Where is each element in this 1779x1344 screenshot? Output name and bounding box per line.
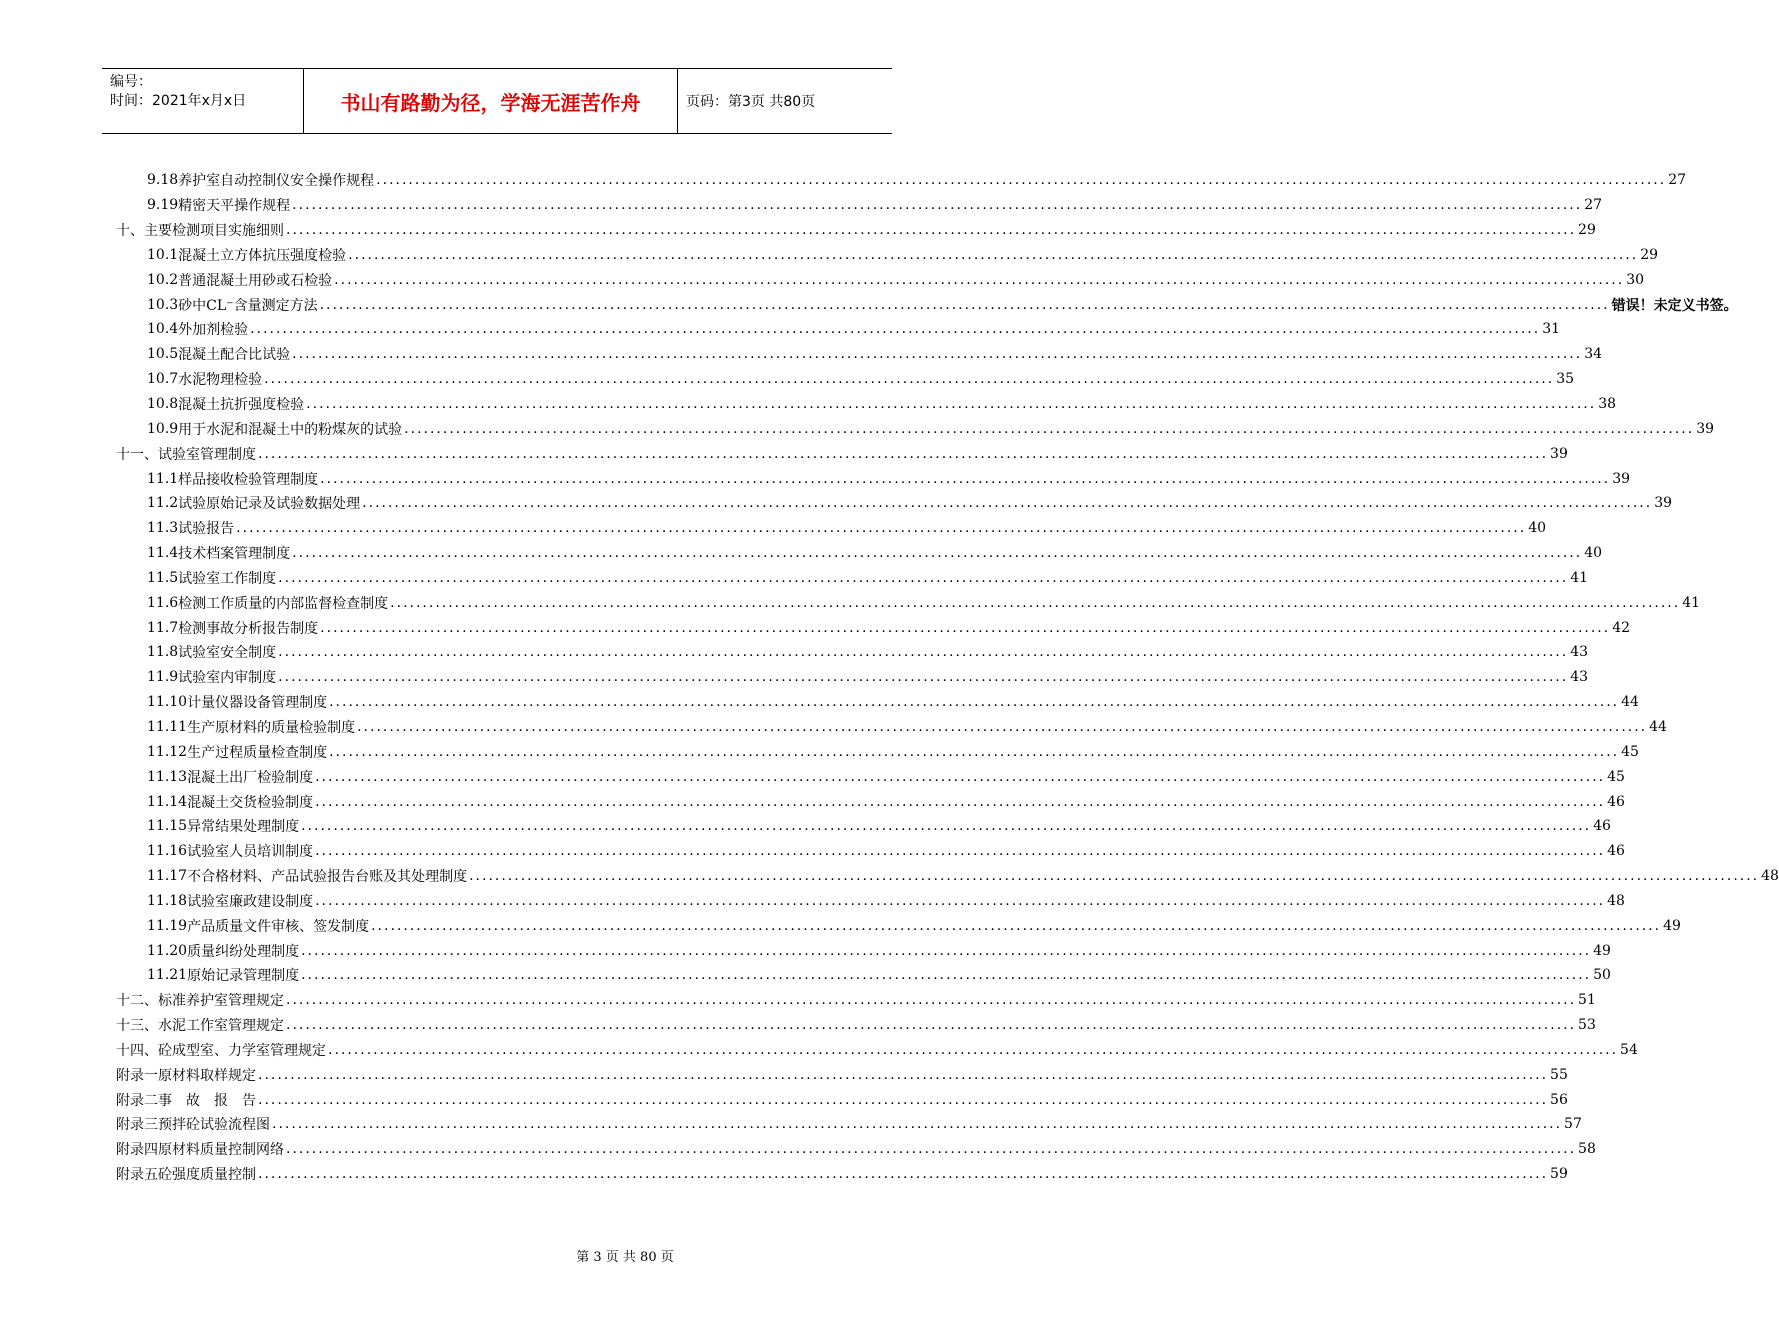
toc-entry-title: 标准养护室管理规定 — [158, 993, 284, 1010]
toc-entry-number: 11.15 — [147, 818, 188, 835]
toc-entry-page: 39 — [1612, 470, 1631, 487]
toc-entry-number: 11.21 — [147, 967, 188, 984]
toc-entry-title: 技术档案管理制度 — [178, 546, 291, 563]
toc-entry[interactable] — [116, 243, 1659, 268]
toc-entry-title: 检测事故分析报告制度 — [178, 620, 319, 637]
toc-entry-number: 11.20 — [147, 942, 188, 959]
toc-entry-title: 预拌砼试验流程图 — [158, 1117, 270, 1134]
toc-entry[interactable] — [116, 615, 1631, 640]
toc-leader-dots: ........................................................................................................................................................................................................ — [258, 1091, 1549, 1108]
toc-entry-page: 40 — [1528, 520, 1547, 537]
toc-entry-page: 39 — [1654, 495, 1673, 512]
toc-entry-number: 11.3 — [147, 520, 179, 537]
toc-entry[interactable] — [116, 1112, 1582, 1137]
toc-entry[interactable] — [116, 913, 1681, 938]
toc-entry-number: 10.5 — [147, 346, 179, 363]
toc-entry-title: 养护室自动控制仪安全操作规程 — [178, 173, 375, 190]
toc-entry-page: 56 — [1550, 1091, 1568, 1108]
toc-entry[interactable] — [116, 218, 1596, 243]
toc-entry-number: 11.6 — [147, 594, 179, 611]
toc-leader-dots: ........................................................................................................................................................................................................ — [278, 569, 1569, 586]
toc-entry-title: 质量纠纷处理制度 — [187, 943, 300, 960]
toc-entry-title: 混凝土抗折强度检验 — [178, 397, 305, 414]
toc-entry-number: 附录三 — [116, 1117, 158, 1134]
toc-entry[interactable] — [116, 938, 1611, 963]
toc-entry-number: 10.2 — [147, 271, 179, 288]
toc-entry-number: 11.17 — [147, 868, 188, 885]
toc-leader-dots: ........................................................................................................................................................................................................ — [286, 992, 1577, 1009]
toc-entry-number: 11.11 — [147, 718, 188, 735]
toc-entry-page: 40 — [1584, 545, 1603, 562]
toc-entry-title: 砂中CL⁻含量测定方法 — [178, 297, 318, 314]
toc-entry-page: 48 — [1761, 868, 1779, 885]
toc-entry[interactable] — [116, 1162, 1568, 1187]
toc-entry-page: 48 — [1607, 892, 1625, 909]
toc-entry-title: 试验室内审制度 — [178, 670, 277, 687]
toc-leader-dots: ........................................................................................................................................................................................................ — [348, 246, 1639, 263]
toc-leader-dots: ........................................................................................................................................................................................................ — [315, 892, 1606, 909]
toc-leader-dots: ........................................................................................................................................................................................................ — [272, 1116, 1563, 1133]
toc-entry[interactable] — [116, 739, 1639, 764]
toc-entry-title: 精密天平操作规程 — [178, 198, 291, 215]
document-number-label: 编号： — [110, 74, 152, 90]
toc-entry-page: 49 — [1663, 917, 1681, 934]
toc-entry-page: 27 — [1668, 172, 1687, 189]
header-motto: 书山有路勤为径，学海无涯苦作舟 — [304, 69, 678, 133]
toc-leader-dots: ........................................................................................................................................................................................................ — [250, 321, 1541, 338]
toc-entry-number: 十三、 — [116, 1018, 158, 1035]
toc-leader-dots: ........................................................................................................................................................................................................ — [362, 495, 1653, 512]
toc-entry-page: 57 — [1564, 1116, 1582, 1133]
toc-leader-dots: ........................................................................................................................................................................................................ — [334, 271, 1625, 288]
toc-entry[interactable] — [116, 541, 1603, 566]
toc-entry-number: 11.4 — [147, 545, 179, 562]
toc-entry[interactable] — [116, 392, 1617, 417]
toc-entry-page: 45 — [1621, 743, 1639, 760]
toc-entry-title: 不合格材料、产品试验报告台账及其处理制度 — [187, 869, 468, 886]
toc-entry-title: 普通混凝土用砂或石检验 — [178, 272, 333, 289]
toc-entry[interactable] — [116, 317, 1561, 342]
toc-leader-dots: ........................................................................................................................................................................................................ — [315, 843, 1606, 860]
toc-entry-page: 35 — [1556, 371, 1575, 388]
toc-entry-number: 10.8 — [147, 396, 179, 413]
toc-leader-dots: ........................................................................................................................................................................................................ — [301, 818, 1592, 835]
toc-entry-number: 11.16 — [147, 843, 188, 860]
toc-leader-dots: ........................................................................................................................................................................................................ — [390, 594, 1681, 611]
toc-entry-page: 43 — [1570, 669, 1589, 686]
toc-leader-dots: ........................................................................................................................................................................................................ — [292, 346, 1583, 363]
toc-entry-number: 附录四 — [116, 1142, 158, 1159]
toc-entry-page: 27 — [1584, 197, 1603, 214]
toc-entry[interactable] — [116, 839, 1625, 864]
toc-entry-title: 混凝土配合比试验 — [178, 347, 291, 364]
header-meta — [102, 69, 304, 133]
page-footer: 第 3 页 共 80 页 — [576, 1250, 674, 1265]
toc-entry-title: 产品质量文件审核、签发制度 — [187, 918, 370, 935]
toc-entry-title: 原始记录管理制度 — [187, 968, 300, 985]
toc-entry-number: 10.4 — [147, 321, 179, 338]
toc-entry-number: 附录五 — [116, 1167, 158, 1184]
toc-entry-number: 11.7 — [147, 619, 179, 636]
toc-entry-title: 原材料取样规定 — [158, 1067, 256, 1084]
toc-leader-dots: ........................................................................................................................................................................................................ — [292, 197, 1583, 214]
toc-entry-title: 混凝土交货检验制度 — [187, 794, 314, 811]
toc-leader-dots: ........................................................................................................................................................................................................ — [258, 445, 1549, 462]
toc-entry-title: 砼成型室、力学室管理规定 — [158, 1042, 326, 1059]
toc-entry-title: 试验室工作制度 — [178, 570, 277, 587]
toc-entry[interactable] — [116, 342, 1603, 367]
toc-entry-number: 10.3 — [147, 296, 179, 313]
toc-entry-number: 10.1 — [147, 246, 179, 263]
toc-entry[interactable] — [116, 1087, 1568, 1112]
toc-entry-title: 混凝土出厂检验制度 — [187, 769, 314, 786]
toc-entry-page: 39 — [1696, 420, 1715, 437]
toc-entry[interactable] — [116, 1013, 1596, 1038]
toc-entry-title: 检测工作质量的内部监督检查制度 — [178, 595, 389, 612]
toc-leader-dots: ........................................................................................................................................................................................................ — [301, 942, 1592, 959]
toc-entry-number: 附录一 — [116, 1067, 158, 1084]
toc-entry-title: 水泥工作室管理规定 — [158, 1018, 284, 1035]
toc-entry[interactable] — [116, 292, 1738, 317]
toc-entry-number: 11.19 — [147, 917, 188, 934]
toc-entry-title: 试验室安全制度 — [178, 645, 277, 662]
toc-leader-dots: ........................................................................................................................................................................................................ — [357, 718, 1648, 735]
toc-entry-title: 事 故 报 告 — [158, 1092, 256, 1109]
toc-leader-dots: ........................................................................................................................................................................................................ — [278, 644, 1569, 661]
toc-entry-number: 9.19 — [147, 197, 179, 214]
toc-entry[interactable] — [116, 1062, 1568, 1087]
toc-entry-page: 29 — [1640, 246, 1659, 263]
toc-entry-number: 十、 — [116, 223, 144, 240]
toc-entry-number: 11.8 — [147, 644, 179, 661]
toc-entry[interactable] — [116, 864, 1779, 889]
toc-leader-dots: ........................................................................................................................................................................................................ — [315, 793, 1606, 810]
toc-entry-page: 46 — [1607, 843, 1625, 860]
toc-entry-title: 主要检测项目实施细则 — [144, 223, 284, 240]
toc-leader-dots: ........................................................................................................................................................................................................ — [286, 222, 1577, 239]
toc-entry[interactable] — [116, 491, 1673, 516]
toc-entry[interactable] — [116, 466, 1631, 491]
toc-entry[interactable] — [116, 988, 1596, 1013]
toc-entry[interactable] — [116, 715, 1667, 740]
toc-entry-page: 49 — [1593, 942, 1611, 959]
toc-entry-title: 样品接收检验管理制度 — [178, 471, 319, 488]
toc-entry[interactable] — [116, 590, 1701, 615]
page-header — [102, 68, 892, 134]
toc-entry-number: 11.14 — [147, 793, 188, 810]
toc-leader-dots: ........................................................................................................................................................................................................ — [329, 743, 1620, 760]
toc-leader-dots: ........................................................................................................................................................................................................ — [292, 545, 1583, 562]
toc-entry-page: 58 — [1578, 1141, 1596, 1158]
toc-entry-title: 异常结果处理制度 — [187, 819, 300, 836]
toc-entry[interactable] — [116, 1038, 1638, 1063]
toc-entry-title: 用于水泥和混凝土中的粉煤灰的试验 — [178, 421, 403, 438]
toc-entry[interactable] — [116, 566, 1589, 591]
toc-entry[interactable] — [116, 516, 1547, 541]
toc-leader-dots: ........................................................................................................................................................................................................ — [328, 1041, 1619, 1058]
toc-entry-number: 11.5 — [147, 569, 179, 586]
toc-entry[interactable] — [116, 665, 1589, 690]
toc-leader-dots: ........................................................................................................................................................................................................ — [469, 868, 1760, 885]
toc-leader-dots: ........................................................................................................................................................................................................ — [329, 694, 1620, 711]
toc-entry-page: 42 — [1612, 619, 1631, 636]
toc-entry-number: 附录二 — [116, 1092, 158, 1109]
toc-entry[interactable] — [116, 1137, 1596, 1162]
toc-leader-dots: ........................................................................................................................................................................................................ — [371, 917, 1662, 934]
toc-leader-dots: ........................................................................................................................................................................................................ — [264, 371, 1555, 388]
toc-leader-dots: ........................................................................................................................................................................................................ — [278, 669, 1569, 686]
toc-entry-number: 十四、 — [116, 1042, 158, 1059]
toc-entry-number: 11.1 — [147, 470, 179, 487]
toc-entry-page: 54 — [1620, 1041, 1638, 1058]
toc-entry-number: 11.2 — [147, 495, 179, 512]
toc-entry-number: 11.9 — [147, 669, 179, 686]
toc-entry[interactable] — [116, 193, 1603, 218]
toc-leader-dots: ........................................................................................................................................................................................................ — [319, 296, 1610, 313]
toc-entry-page: 59 — [1550, 1166, 1568, 1183]
toc-entry[interactable] — [116, 814, 1611, 839]
toc-entry-page: 30 — [1626, 271, 1645, 288]
toc-entry-number: 9.18 — [147, 172, 179, 189]
toc-entry-page: 29 — [1578, 222, 1596, 239]
toc-leader-dots: ........................................................................................................................................................................................................ — [286, 1017, 1577, 1034]
toc-entry-title: 水泥物理检验 — [178, 372, 263, 389]
toc-entry-title: 生产原材料的质量检验制度 — [187, 719, 356, 736]
toc-entry[interactable] — [116, 789, 1625, 814]
toc-entry-title: 原材料质量控制网络 — [158, 1142, 284, 1159]
toc-entry-page: 44 — [1649, 718, 1667, 735]
toc-entry-page: 41 — [1570, 569, 1589, 586]
toc-leader-dots: ........................................................................................................................................................................................................ — [258, 1166, 1549, 1183]
toc-entry[interactable] — [116, 888, 1625, 913]
toc-entry-number: 十二、 — [116, 993, 158, 1010]
toc-leader-dots: ........................................................................................................................................................................................................ — [320, 619, 1611, 636]
toc-entry-number: 11.13 — [147, 768, 188, 785]
toc-entry-number: 十一、 — [116, 446, 158, 463]
toc-entry-number: 10.7 — [147, 371, 179, 388]
toc-entry-page: 46 — [1607, 793, 1625, 810]
toc-entry-title: 生产过程质量检查制度 — [187, 744, 328, 761]
toc-entry-page: 44 — [1621, 694, 1639, 711]
document-date-label: 时间：2021年x月x日 — [110, 93, 247, 109]
toc-entry[interactable] — [116, 963, 1611, 988]
toc-entry-page: 50 — [1593, 967, 1611, 984]
toc-entry[interactable] — [116, 764, 1625, 789]
toc-leader-dots: ........................................................................................................................................................................................................ — [320, 470, 1611, 487]
toc-entry-title: 试验报告 — [178, 521, 235, 538]
toc-entry-title: 砼强度质量控制 — [158, 1167, 256, 1184]
toc-entry-page: 45 — [1607, 768, 1625, 785]
toc-leader-dots: ........................................................................................................................................................................................................ — [258, 1066, 1549, 1083]
toc-entry-page: 38 — [1598, 396, 1617, 413]
toc-entry[interactable] — [116, 168, 1687, 193]
toc-entry-page: 31 — [1542, 321, 1561, 338]
header-page-label: 页码：第3页 共80页 — [686, 94, 816, 110]
toc-entry-title: 试验室廉政建设制度 — [187, 893, 314, 910]
toc-entry[interactable] — [116, 416, 1715, 441]
table-of-contents — [116, 168, 1779, 1187]
toc-entry-title: 试验室人员培训制度 — [187, 844, 314, 861]
toc-leader-dots: ........................................................................................................................................................................................................ — [286, 1141, 1577, 1158]
toc-entry-title: 外加剂检验 — [178, 322, 249, 339]
toc-entry-page: 55 — [1550, 1066, 1568, 1083]
toc-entry-number: 10.9 — [147, 420, 179, 437]
toc-entry-page: 41 — [1682, 594, 1701, 611]
toc-leader-dots: ........................................................................................................................................................................................................ — [404, 420, 1695, 437]
toc-entry-title: 试验室管理制度 — [158, 446, 256, 463]
toc-entry-title: 试验原始记录及试验数据处理 — [178, 496, 361, 513]
toc-entry[interactable] — [116, 690, 1639, 715]
toc-entry-title: 计量仪器设备管理制度 — [187, 695, 328, 712]
toc-entry[interactable] — [116, 441, 1568, 466]
toc-entry[interactable] — [116, 640, 1589, 665]
toc-entry-page: 51 — [1578, 992, 1596, 1009]
toc-entry-page: 39 — [1550, 445, 1568, 462]
toc-entry-page: 34 — [1584, 346, 1603, 363]
toc-entry-number: 11.12 — [147, 743, 188, 760]
toc-entry-number: 11.18 — [147, 892, 188, 909]
toc-leader-dots: ........................................................................................................................................................................................................ — [236, 520, 1527, 537]
toc-entry[interactable] — [116, 267, 1645, 292]
toc-leader-dots: ........................................................................................................................................................................................................ — [376, 172, 1667, 189]
toc-leader-dots: ........................................................................................................................................................................................................ — [315, 768, 1606, 785]
toc-entry-number: 11.10 — [147, 694, 188, 711]
toc-entry-page: 错误！未定义书签。 — [1611, 297, 1738, 314]
toc-entry-page: 43 — [1570, 644, 1589, 661]
toc-leader-dots: ........................................................................................................................................................................................................ — [306, 396, 1597, 413]
toc-entry-page: 53 — [1578, 1017, 1596, 1034]
toc-entry-title: 混凝土立方体抗压强度检验 — [178, 247, 347, 264]
toc-entry[interactable] — [116, 367, 1575, 392]
toc-leader-dots: ........................................................................................................................................................................................................ — [301, 967, 1592, 984]
toc-entry-page: 46 — [1593, 818, 1611, 835]
